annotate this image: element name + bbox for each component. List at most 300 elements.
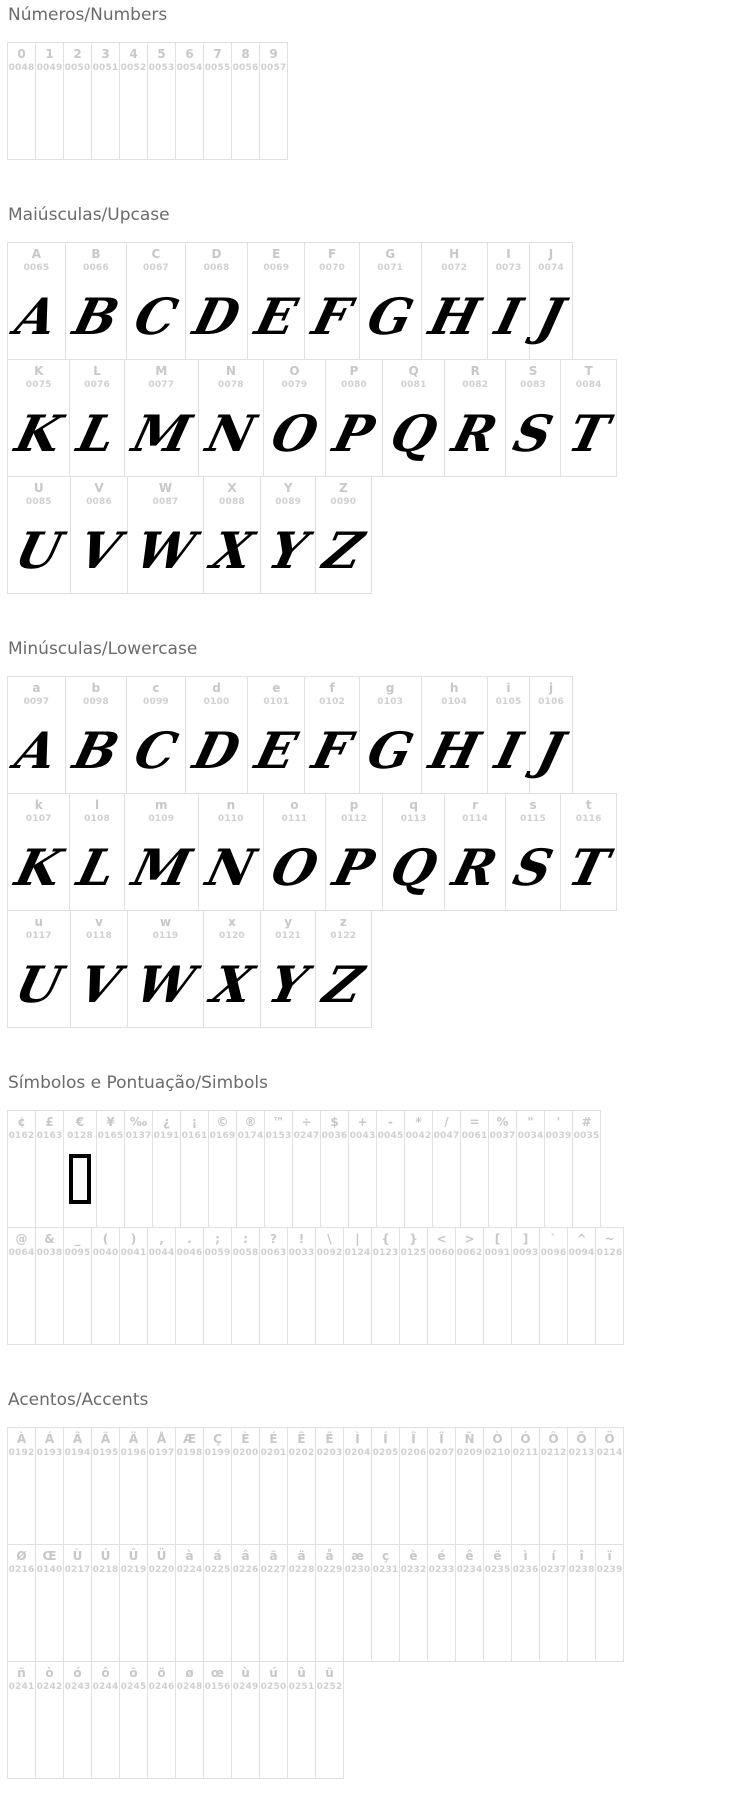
glyph-preview	[21, 1260, 23, 1344]
cell-unicode-code: 0080	[341, 380, 367, 390]
cell-character-label: Ù	[72, 1549, 83, 1563]
cell-unicode-code: 0057	[260, 63, 287, 73]
cell-unicode-code: 0065	[23, 263, 50, 273]
glyph-preview: N	[200, 838, 262, 897]
glyph-preview	[161, 1577, 163, 1661]
glyph-cell	[203, 1661, 232, 1779]
cell-unicode-code: 0066	[83, 263, 109, 273]
cell-character-label: Î	[411, 1432, 416, 1446]
glyph-preview	[189, 75, 191, 159]
cell-character-label: %	[496, 1115, 509, 1129]
cell-character-label: ^	[576, 1232, 587, 1246]
cell-unicode-code: 0198	[176, 1448, 203, 1458]
glyph-preview	[21, 1143, 23, 1227]
glyph-preview: K	[9, 838, 68, 897]
glyph-preview	[77, 1577, 79, 1661]
cell-character-label: G	[385, 247, 396, 261]
cell-character-label: ç	[381, 1549, 390, 1563]
glyph-preview: B	[67, 287, 125, 346]
glyph-cell	[152, 1110, 181, 1228]
cell-unicode-code: 0090	[330, 497, 357, 507]
section-title-numbers: Números/Numbers	[8, 5, 168, 25]
glyph-cell	[119, 1544, 148, 1662]
glyph-preview: S	[507, 404, 559, 463]
glyph-cell	[544, 1110, 573, 1228]
cell-character-label: x	[228, 915, 236, 929]
glyph-cell	[359, 676, 422, 794]
glyph-cell	[7, 476, 71, 594]
glyph-preview: I	[489, 721, 528, 780]
cell-unicode-code: 0246	[148, 1682, 175, 1692]
cell-unicode-code: 0238	[568, 1565, 595, 1575]
glyph-preview: E	[249, 287, 303, 346]
cell-unicode-code: 0056	[232, 63, 259, 73]
cell-unicode-code: 0083	[520, 380, 546, 390]
cell-unicode-code: 0196	[120, 1448, 147, 1458]
glyph-preview	[245, 1260, 247, 1344]
glyph-cell	[421, 242, 488, 360]
glyph-preview: J	[531, 721, 571, 780]
glyph-preview	[161, 75, 163, 159]
cell-unicode-code: 0089	[275, 497, 302, 507]
cell-unicode-code: 0212	[540, 1448, 567, 1458]
glyph-cell	[119, 1427, 148, 1545]
glyph-cell	[7, 793, 70, 911]
glyph-cell	[203, 910, 262, 1028]
glyph-preview: P	[328, 838, 381, 897]
cell-character-label: e	[272, 681, 281, 695]
cell-unicode-code: 0220	[148, 1565, 175, 1575]
glyph-preview: T	[562, 404, 615, 463]
glyph-preview	[441, 1577, 443, 1661]
glyph-cell	[516, 1110, 545, 1228]
cell-character-label: ë	[493, 1549, 502, 1563]
glyph-cell	[595, 1544, 624, 1662]
glyph-preview: D	[187, 721, 246, 780]
glyph-cell	[126, 676, 186, 794]
glyph-preview	[273, 1460, 275, 1544]
cell-character-label: k	[34, 798, 43, 812]
glyph-cell	[427, 1227, 456, 1345]
glyph-preview	[581, 1460, 583, 1544]
cell-unicode-code: 0210	[484, 1448, 511, 1458]
cell-character-label: >	[464, 1232, 475, 1246]
glyph-cell	[511, 1544, 540, 1662]
cell-character-label: M	[155, 364, 168, 378]
glyph-preview	[469, 1260, 471, 1344]
glyph-cell	[315, 910, 372, 1028]
cell-character-label: p	[349, 798, 359, 812]
section-title-accents: Acentos/Accents	[8, 1390, 149, 1410]
cell-character-label: 2	[73, 47, 82, 61]
glyph-preview: O	[265, 838, 324, 897]
glyph-cell	[343, 1427, 372, 1545]
cell-character-label: 4	[129, 47, 138, 61]
glyph-cell	[63, 1110, 97, 1228]
cell-unicode-code: 0201	[260, 1448, 287, 1458]
cell-unicode-code: 0096	[540, 1248, 567, 1258]
cell-character-label: £	[45, 1115, 54, 1129]
cell-unicode-code: 0195	[92, 1448, 119, 1458]
cell-unicode-code: 0206	[400, 1448, 427, 1458]
cell-character-label: Ô	[548, 1432, 559, 1446]
cell-character-label: ?	[270, 1232, 277, 1246]
cell-unicode-code: 0163	[36, 1131, 63, 1141]
cell-character-label: Í	[383, 1432, 388, 1446]
cell-character-label: ù	[241, 1666, 250, 1680]
cell-unicode-code: 0191	[153, 1131, 180, 1141]
glyph-preview	[357, 1460, 359, 1544]
cell-character-label: A	[31, 247, 42, 261]
cell-character-label: m	[155, 798, 168, 812]
cell-unicode-code: 0239	[596, 1565, 623, 1575]
glyph-cell	[231, 42, 260, 160]
glyph-cell	[185, 676, 248, 794]
cell-unicode-code: 0078	[217, 380, 244, 390]
glyph-row	[7, 476, 372, 594]
cell-character-label: Ø	[16, 1549, 27, 1563]
cell-unicode-code: 0067	[143, 263, 169, 273]
cell-unicode-code: 0045	[377, 1131, 404, 1141]
glyph-preview	[21, 1577, 23, 1661]
glyph-preview	[105, 1260, 107, 1344]
glyph-preview: S	[507, 838, 559, 897]
glyph-cell	[539, 1544, 568, 1662]
glyph-table-lowercase	[7, 676, 617, 1028]
cell-character-label: Ö	[604, 1432, 615, 1446]
cell-character-label: ®	[244, 1115, 257, 1129]
cell-unicode-code: 0250	[260, 1682, 287, 1692]
glyph-table-accents	[7, 1427, 624, 1779]
glyph-cell	[371, 1227, 400, 1345]
glyph-preview	[217, 1260, 219, 1344]
cell-character-label: Ë	[325, 1432, 334, 1446]
cell-character-label: w	[159, 915, 172, 929]
cell-unicode-code: 0042	[405, 1131, 432, 1141]
cell-character-label: â	[241, 1549, 250, 1563]
glyph-table-uppercase	[7, 242, 617, 594]
glyph-cell	[444, 359, 506, 477]
glyph-cell	[7, 242, 66, 360]
cell-character-label: J	[548, 247, 554, 261]
glyph-preview: H	[423, 721, 486, 780]
glyph-preview: M	[126, 838, 197, 897]
glyph-preview	[105, 75, 107, 159]
glyph-cell	[264, 1110, 293, 1228]
glyph-preview	[441, 1260, 443, 1344]
glyph-cell	[572, 1110, 601, 1228]
cell-character-label: ø	[185, 1666, 194, 1680]
glyph-preview	[357, 1260, 359, 1344]
glyph-preview	[77, 1460, 79, 1544]
cell-character-label: j	[548, 681, 554, 695]
cell-character-label: î	[579, 1549, 584, 1563]
glyph-preview	[385, 1260, 387, 1344]
glyph-preview	[273, 1260, 275, 1344]
cell-unicode-code: 0124	[344, 1248, 371, 1258]
glyph-cell	[236, 1110, 265, 1228]
cell-unicode-code: 0234	[456, 1565, 483, 1575]
glyph-preview	[609, 1260, 611, 1344]
cell-character-label: P	[349, 364, 359, 378]
cell-character-label: s	[529, 798, 537, 812]
glyph-preview	[553, 1577, 555, 1661]
glyph-cell	[539, 1227, 568, 1345]
glyph-cell	[287, 1544, 316, 1662]
glyph-preview: N	[200, 404, 262, 463]
cell-character-label: ò	[45, 1666, 54, 1680]
cell-unicode-code: 0169	[209, 1131, 236, 1141]
cell-unicode-code: 0218	[92, 1565, 119, 1575]
cell-unicode-code: 0122	[330, 931, 357, 941]
glyph-cell	[119, 1661, 148, 1779]
cell-character-label: (	[102, 1232, 109, 1246]
glyph-preview: K	[9, 404, 68, 463]
glyph-cell	[231, 1427, 260, 1545]
cell-unicode-code: 0046	[176, 1248, 203, 1258]
cell-unicode-code: 0245	[120, 1682, 147, 1692]
glyph-cell	[325, 359, 383, 477]
glyph-cell	[432, 1110, 461, 1228]
cell-unicode-code: 0041	[120, 1248, 147, 1258]
cell-character-label: é	[437, 1549, 446, 1563]
cell-unicode-code: 0049	[36, 63, 63, 73]
cell-character-label: ¿	[163, 1115, 170, 1129]
cell-unicode-code: 0055	[204, 63, 231, 73]
cell-character-label: 5	[157, 47, 166, 61]
cell-character-label: :	[243, 1232, 248, 1246]
cell-unicode-code: 0104	[441, 697, 468, 707]
glyph-cell	[231, 1227, 260, 1345]
glyph-preview	[189, 1260, 191, 1344]
glyph-cell	[7, 1110, 36, 1228]
cell-character-label: T	[584, 364, 593, 378]
glyph-preview: P	[328, 404, 381, 463]
glyph-cell	[263, 359, 327, 477]
glyph-row	[7, 910, 372, 1028]
cell-character-label: €	[75, 1115, 85, 1129]
cell-character-label: Ü	[156, 1549, 167, 1563]
cell-unicode-code: 0247	[293, 1131, 320, 1141]
glyph-preview	[469, 1577, 471, 1661]
glyph-preview	[133, 75, 135, 159]
cell-unicode-code: 0227	[260, 1565, 287, 1575]
cell-unicode-code: 0062	[456, 1248, 483, 1258]
cell-character-label: n	[226, 798, 236, 812]
glyph-cell	[91, 1661, 120, 1779]
cell-character-label: ì	[523, 1549, 528, 1563]
cell-character-label: f	[329, 681, 335, 695]
cell-unicode-code: 0165	[97, 1131, 124, 1141]
glyph-preview: W	[130, 955, 202, 1014]
cell-unicode-code: 0229	[316, 1565, 343, 1575]
cell-unicode-code: 0193	[36, 1448, 63, 1458]
glyph-preview	[189, 1694, 191, 1778]
glyph-cell	[567, 1544, 596, 1662]
cell-unicode-code: 0200	[232, 1448, 259, 1458]
cell-character-label: å	[325, 1549, 334, 1563]
notdef-box-glyph	[69, 1154, 91, 1204]
glyph-cell	[488, 1110, 517, 1228]
glyph-preview: B	[67, 721, 125, 780]
glyph-cell	[7, 1427, 36, 1545]
cell-unicode-code: 0203	[316, 1448, 343, 1458]
glyph-preview	[418, 1143, 420, 1227]
cell-character-label: _	[74, 1232, 81, 1246]
glyph-preview: X	[205, 521, 259, 580]
cell-unicode-code: 0118	[86, 931, 112, 941]
glyph-cell	[7, 359, 70, 477]
cell-unicode-code: 0174	[237, 1131, 264, 1141]
glyph-cell	[529, 242, 573, 360]
section-numbers	[7, 4, 730, 160]
glyph-preview	[49, 1577, 51, 1661]
cell-unicode-code: 0036	[321, 1131, 348, 1141]
glyph-preview	[110, 1143, 112, 1227]
cell-unicode-code: 0231	[372, 1565, 399, 1575]
glyph-row	[7, 793, 617, 911]
glyph-preview	[306, 1143, 308, 1227]
cell-unicode-code: 0092	[316, 1248, 343, 1258]
cell-unicode-code: 0121	[275, 931, 302, 941]
glyph-cell	[259, 1661, 288, 1779]
cell-character-label: û	[297, 1666, 306, 1680]
cell-character-label: O	[289, 364, 300, 378]
glyph-preview	[329, 1577, 331, 1661]
glyph-preview	[21, 1460, 23, 1544]
glyph-cell	[127, 476, 203, 594]
glyph-preview: Y	[263, 955, 314, 1014]
glyph-cell	[348, 1110, 377, 1228]
glyph-cell	[35, 1544, 64, 1662]
cell-unicode-code: 0137	[125, 1131, 152, 1141]
glyph-cell	[595, 1227, 624, 1345]
section-title-symbols: Símbolos e Pontuação/Simbols	[8, 1073, 268, 1093]
cell-character-label: À	[16, 1432, 27, 1446]
cell-character-label: B	[91, 247, 101, 261]
cell-character-label: t	[585, 798, 592, 812]
cell-character-label: W	[158, 481, 173, 495]
glyph-preview	[558, 1143, 560, 1227]
cell-unicode-code: 0033	[288, 1248, 315, 1258]
cell-unicode-code: 0097	[23, 697, 50, 707]
glyph-cell	[7, 1544, 36, 1662]
section-title-lowercase: Minúsculas/Lowercase	[8, 639, 198, 659]
cell-unicode-code: 0035	[573, 1131, 600, 1141]
glyph-cell	[304, 676, 360, 794]
cell-character-label: 9	[269, 47, 278, 61]
cell-character-label: Â	[72, 1432, 83, 1446]
cell-unicode-code: 0047	[433, 1131, 460, 1141]
cell-unicode-code: 0108	[84, 814, 110, 824]
cell-unicode-code: 0072	[441, 263, 468, 273]
glyph-preview: A	[9, 287, 64, 346]
section-accents	[7, 1389, 730, 1779]
glyph-preview: E	[249, 721, 303, 780]
glyph-cell	[259, 42, 288, 160]
cell-unicode-code: 0059	[204, 1248, 231, 1258]
cell-unicode-code: 0107	[25, 814, 52, 824]
glyph-cell	[35, 1110, 64, 1228]
cell-character-label: -	[388, 1115, 393, 1129]
glyph-preview	[301, 1577, 303, 1661]
glyph-cell	[65, 242, 127, 360]
glyph-cell	[7, 1227, 36, 1345]
cell-character-label: è	[409, 1549, 418, 1563]
glyph-cell	[175, 42, 204, 160]
cell-unicode-code: 0112	[341, 814, 367, 824]
glyph-cell	[91, 1227, 120, 1345]
glyph-cell	[70, 910, 129, 1028]
cell-character-label: 3	[101, 47, 110, 61]
glyph-preview	[161, 1694, 163, 1778]
glyph-cell	[203, 1227, 232, 1345]
cell-character-label: <	[436, 1232, 447, 1246]
glyph-preview	[530, 1143, 532, 1227]
cell-unicode-code: 0243	[64, 1682, 91, 1692]
glyph-preview	[245, 1694, 247, 1778]
glyph-cell	[444, 793, 506, 911]
cell-character-label: \	[327, 1232, 332, 1246]
cell-character-label: [	[494, 1232, 501, 1246]
glyph-preview: L	[72, 838, 123, 897]
glyph-preview	[217, 1694, 219, 1778]
cell-character-label: ô	[101, 1666, 110, 1680]
glyph-cell	[35, 1661, 64, 1779]
cell-character-label: æ	[351, 1549, 364, 1563]
cell-character-label: Ó	[520, 1432, 531, 1446]
glyph-preview	[273, 1577, 275, 1661]
glyph-cell	[287, 1227, 316, 1345]
cell-character-label: Ñ	[464, 1432, 475, 1446]
glyph-cell	[119, 1227, 148, 1345]
glyph-cell	[231, 1544, 260, 1662]
cell-unicode-code: 0128	[67, 1131, 93, 1141]
cell-unicode-code: 0079	[281, 380, 308, 390]
glyph-cell	[304, 242, 360, 360]
glyph-preview	[357, 1577, 359, 1661]
cell-unicode-code: 0199	[204, 1448, 231, 1458]
cell-unicode-code: 0094	[568, 1248, 595, 1258]
glyph-preview	[525, 1260, 527, 1344]
glyph-preview: F	[307, 721, 358, 780]
glyph-preview	[525, 1460, 527, 1544]
glyph-cell	[505, 359, 561, 477]
glyph-cell	[595, 1427, 624, 1545]
glyph-row	[7, 676, 573, 794]
glyph-preview	[502, 1143, 504, 1227]
glyph-preview	[329, 1460, 331, 1544]
glyph-preview: I	[489, 287, 528, 346]
cell-character-label: C	[151, 247, 161, 261]
cell-character-label: ]	[522, 1232, 529, 1246]
glyph-cell	[399, 1227, 428, 1345]
cell-character-label: b	[91, 681, 101, 695]
glyph-preview	[385, 1460, 387, 1544]
glyph-preview: F	[307, 287, 358, 346]
glyph-cell	[127, 910, 203, 1028]
cell-character-label: Q	[408, 364, 419, 378]
cell-character-label: $	[330, 1115, 339, 1129]
cell-unicode-code: 0070	[319, 263, 346, 273]
cell-unicode-code: 0209	[456, 1448, 483, 1458]
glyph-cell	[7, 1661, 36, 1779]
glyph-cell	[63, 1427, 92, 1545]
glyph-preview	[250, 1143, 252, 1227]
cell-character-label: #	[581, 1115, 592, 1129]
cell-character-label: K	[34, 364, 44, 378]
cell-character-label: Ú	[100, 1549, 111, 1563]
